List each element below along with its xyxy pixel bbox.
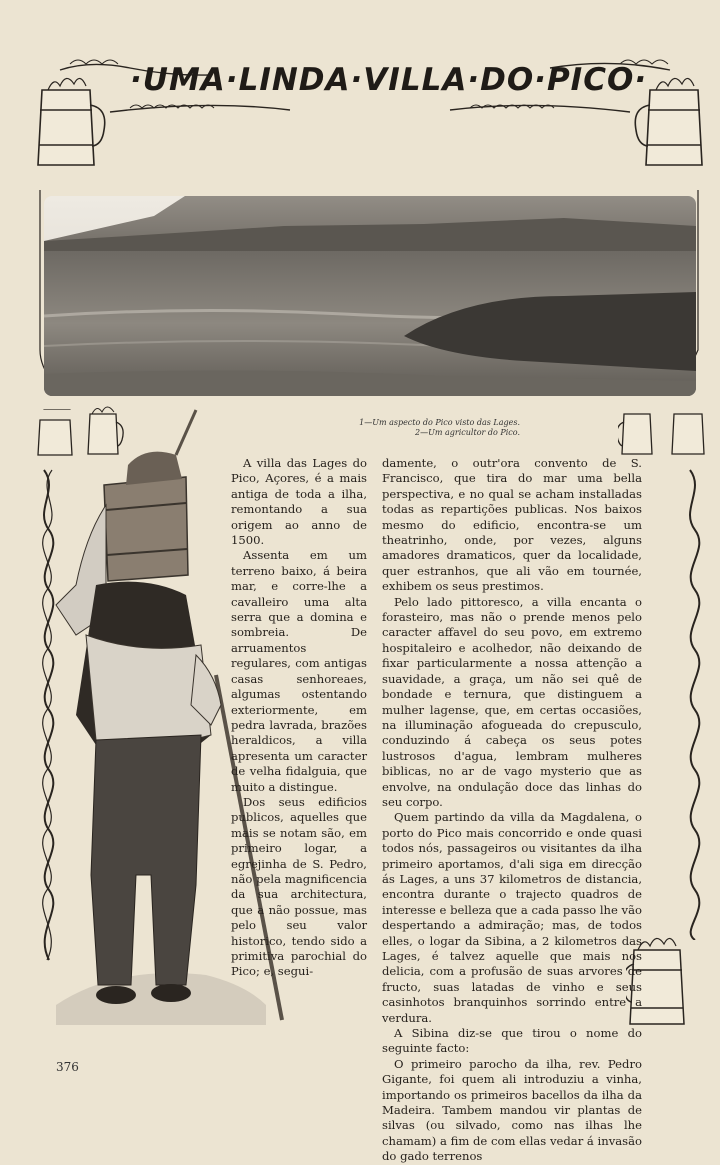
paragraph: O primeiro parocho da ilha, rev. Pedro Gigante, foi quem ali introduziu a vinha, importando os primeiros bacellos da ilha da Madeira. Tambem mandou vir plantas de silvas (ou silvado, como nas ilhas lhe chamam) a fim de com ellas vedar á invasão do gado terrenos <box>382 1056 642 1164</box>
paragraph: Pelo lado pittoresco, a villa encanta o forasteiro, mas não o prende menos pelo caracter affavel do seu povo, em extremo hospitaleiro e acolhedor, não deixando de fixar particularmente a nossa attenção a suavidade, a graça, um não sei quê de bondade e ternura, que distinguem a mulher lagense, que, em certas occasiões, na illuminação afogueada do crepusculo, conduzindo á cabeça os seus potes lustrosos d'agua, lembram mulheres biblicas, no ar de vago mysterio que as envolve, na ondulação doce das linhas do seu corpo. <box>382 594 642 809</box>
paragraph: Quem partindo da villa da Magdalena, o porto do Pico mais concorrido e onde quasi todos nós, passageiros ou visitantes da ilha primeiro aportamos, d'ali siga em direcção ás Lages, a uns 37 kilometros de distancia, encontra durante o trajecto quadros de interesse e belleza que a cada passo lhe vão despertando a admiração; mas, de todos elles, o logar da Sibina, a 2 kilometros das Lages, é talvez aquelle que mais nos delicia, com a profusão de suas arvores de fructo, suas latadas de vinho e seus casinhotos branquinhos sorrindo entre a verdura. <box>382 810 642 1025</box>
paragraph: A Sibina diz-se que tirou o nome do seguinte facto: <box>382 1026 642 1056</box>
article-right-column <box>382 456 642 1165</box>
paragraph: damente, o outr'ora convento de S. Francisco, que tira do mar uma bella perspectiva, e no qual se acham installadas todas as repartições publicas. Nos baixos mesmo do edificio, encontra-se um theatrinho, onde, por vezes, alguns amadores dramaticos, quer da localidade, quer estranhos, que ali vão em tournée, exhibem os seus prestimos. <box>382 456 642 594</box>
paragraph: Dos seus edificios publicos, aquelles que mais se notam são, em primeiro logar, a egrejinha de S. Pedro, não pela magnificencia da sua architectura, que a não possue, mas pelo seu valor historico, tendo sido a primitiva parochial do Pico; e, segui- <box>231 794 367 979</box>
page-number: 376 <box>56 1060 79 1074</box>
caption-line-1: 1—Um aspecto do Pico visto das Lages. <box>359 418 520 427</box>
caption-line-2: 2—Um agricultor do Pico. <box>415 428 520 437</box>
right-vine-ornament <box>660 400 720 940</box>
article-left-column <box>231 456 367 980</box>
paragraph: A villa das Lages do Pico, Açores, é a mais antiga de toda a ilha, remontando a sua origem ao anno de 1500. <box>231 456 367 548</box>
right-small-jug-icon <box>618 400 658 460</box>
article-title: ·UMA·LINDA·VILLA·DO·PICO· <box>130 62 648 98</box>
pico-landscape-photo <box>44 196 696 396</box>
paragraph: Assenta em um terreno baixo, á beira mar, e corre-lhe a cavalleiro uma alta serra que a domina e sombreia. De arruamentos regulares, com antigas casas senhoreaes, algumas ostentando exteriormente, em pedra lavrada, brazões heraldicos, a villa apresenta um caracter de velha fidalguia, que muito a distingue. <box>231 548 367 794</box>
photo-caption <box>290 418 520 438</box>
